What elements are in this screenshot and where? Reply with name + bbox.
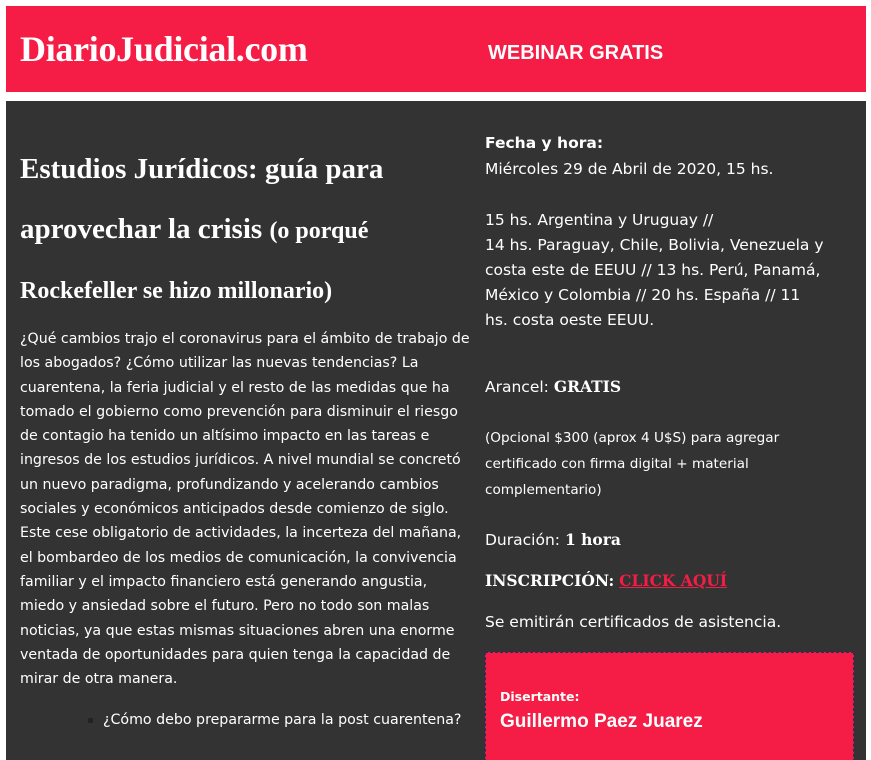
site-logo[interactable]: DiarioJudicial.com <box>20 29 308 69</box>
header-banner <box>6 6 866 92</box>
signup-label: INSCRIPCIÓN: <box>485 571 615 590</box>
duration-label: Duración: <box>485 531 560 549</box>
certificates-note: Se emitirán certificados de asistencia. <box>485 613 782 631</box>
speaker-box <box>485 652 854 760</box>
speaker-name: Guillermo Paez Juarez <box>500 711 703 732</box>
list-item <box>88 712 461 728</box>
timezones-line-3: costa este de EEUU // 13 hs. Perú, Panamá, <box>485 261 821 279</box>
title-line-2-main: aprovechar la crisis <box>20 213 263 245</box>
date-label: Fecha y hora: <box>485 134 604 152</box>
duration-value: 1 hora <box>564 530 621 549</box>
title-line-2-small: (o porqué <box>269 218 369 244</box>
fee-row <box>485 374 621 401</box>
signup-row <box>485 568 727 595</box>
optional-line-1: (Opcional $300 (aprox 4 U$S) para agregar <box>485 430 780 446</box>
signup-link[interactable]: CLICK AQUÍ <box>619 571 728 590</box>
timezones-line-5: hs. costa oeste EEUU. <box>485 311 655 329</box>
date-value: Miércoles 29 de Abril de 2020, 15 hs. <box>485 160 774 178</box>
timezones-line-1: 15 hs. Argentina y Uruguay // <box>485 211 714 229</box>
webinar-tagline: WEBINAR GRATIS <box>488 42 664 64</box>
optional-line-2: certificado con firma digital + material <box>485 456 749 472</box>
article-title <box>20 139 470 321</box>
article-intro: ¿Qué cambios trajo el coronavirus para el ámbito de trabajo de los abogados? ¿Cómo utilizar las nuevas tendencias? La cuarentena, la feria judicial y el resto de las medidas que ha tomado el gobierno como prevención para disminuir el riesgo de contagio ha tenido un altísimo impacto en las tareas e ingresos de los estudios jurídicos. A nivel mundial se concretó un nuevo paradigma, profundizando y acelerando cambios sociales y económicos anticipados desde comienzo de siglo. Este cese obligatorio de actividades, la incerteza del mañana, el bombardeo de los medios de comunicación, la convivencia familiar y el impacto financiero está generando angustia, miedo y ansiedad sobre el futuro. Pero no todo son malas noticias, ya que estas mismas situaciones abren una enorme ventada de oportunidades para quien tenga la capacidad de mirar de otra manera. <box>20 331 470 688</box>
list-item-text: ¿Cómo debo prepararme para la post cuarentena? <box>103 712 462 728</box>
optional-line-3: complementario) <box>485 482 602 498</box>
duration-row <box>485 527 621 554</box>
timezones-line-4: México y Colombia // 20 hs. España // 11 <box>485 286 801 304</box>
content-panel <box>6 101 866 760</box>
speaker-label: Disertante: <box>500 689 580 704</box>
timezones-line-2: 14 hs. Paraguay, Chile, Bolivia, Venezuela y <box>485 236 824 254</box>
title-line-1: Estudios Jurídicos: guía para <box>20 153 384 185</box>
fee-value: GRATIS <box>553 377 622 396</box>
title-line-2 <box>20 199 470 261</box>
fee-label: Arancel: <box>485 378 549 396</box>
bullet-icon <box>88 718 93 723</box>
title-line-3: Rockefeller se hizo millonario) <box>20 278 333 304</box>
